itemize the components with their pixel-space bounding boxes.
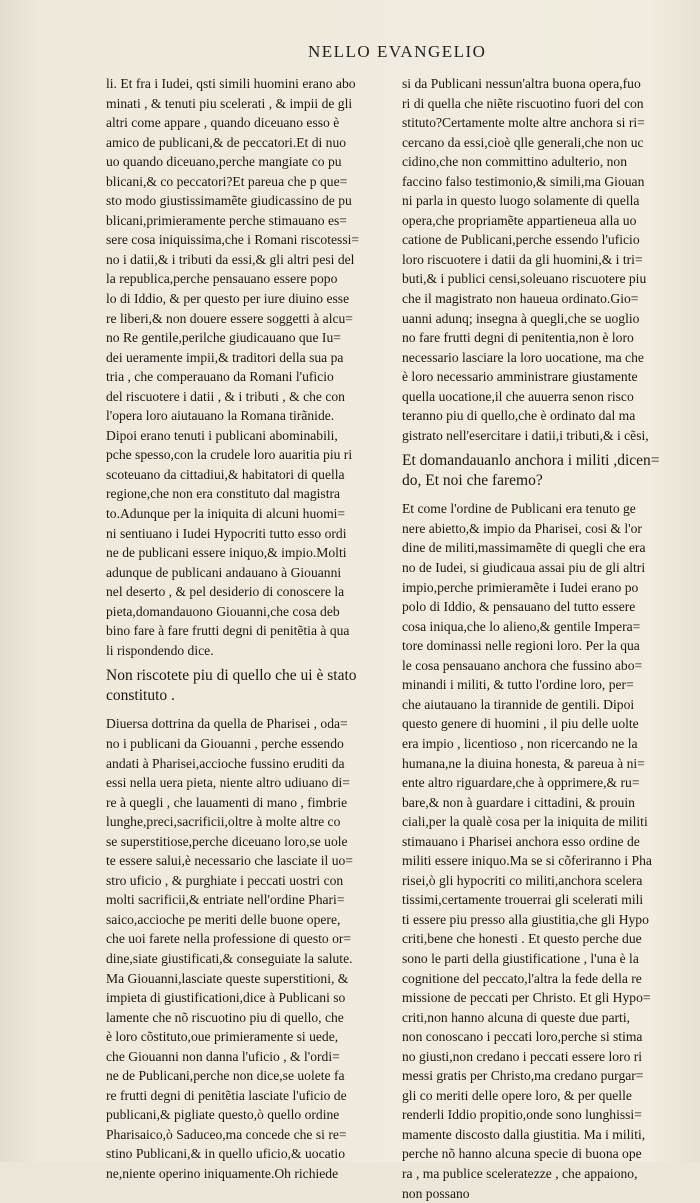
text-line: constituto . (106, 687, 175, 705)
text-line: dine de militi,massimamẽte di quegli che era (402, 540, 646, 556)
text-line: tria , che comperauano da Romani l'uficio (106, 369, 334, 385)
text-line: le cosa pensauano anchora che fussino abo= (402, 657, 643, 673)
text-line: andati à Pharisei,accioche fussino eruditi da (106, 755, 345, 771)
text-line: pche spesso,con la crudele loro auaritia piu ri (106, 447, 353, 463)
right-heading (402, 451, 678, 491)
text-line: necessario lasciare la loro uocatione, ma che (402, 349, 644, 365)
text-line: ente altro riguardare,che à opprimere,& ru= (402, 775, 640, 791)
right-paragraph-1 (402, 74, 678, 445)
text-line: perche nõ hanno alcuna specie di buona ope (402, 1146, 642, 1162)
text-line: messi gratis per Christo,ma credano purgar= (402, 1068, 644, 1084)
text-line: Pharisaico,ò Saduceo,ma concede che si re= (106, 1126, 347, 1142)
text-line: li rispondendo dice. (106, 642, 214, 658)
text-line: Ma Giouanni,lasciate queste superstitioni, & (106, 970, 349, 986)
text-line: Dipoi erano tenuti i publicani abominabili, (106, 427, 338, 443)
text-line: ne de publicani essere iniquo,& impio.Molti (106, 545, 347, 561)
text-line: cosa iniqua,che lo alieno,& gentile Impera= (402, 618, 641, 634)
text-line: do, Et noi che faremo? (402, 472, 543, 490)
text-line: ra , ma publice sceleratezze , che appaiono, (402, 1165, 638, 1181)
text-line: uo quando diceuano,perche mangiate co pu (106, 154, 342, 170)
text-line: re liberi,& non douere essere soggetti à alcu= (106, 310, 353, 326)
text-line: gistrato nell'esercitare i datii,i tributi,& i cẽsi, (402, 427, 649, 443)
text-line: no giusti,non credano i peccati essere loro ri (402, 1048, 643, 1064)
left-heading (106, 666, 396, 706)
text-line: cercano da essi,cioè qlle generali,che non uc (402, 134, 644, 150)
text-line: blicani,primieramente perche stimauano es= (106, 212, 347, 228)
text-line: tore dominassi nelle regioni loro. Per la qua (402, 638, 640, 654)
text-line: ri di quella che niẽte riscuotino fuori del con (402, 95, 644, 111)
text-line: teranno piu di quello,che è ordinato dal ma (402, 408, 636, 424)
text-line: uanni adunq; insegna à quegli,che se uoglio (402, 310, 640, 326)
text-line: dine,siate giustificati,& conseguiate la salute. (106, 950, 353, 966)
text-line: Diuersa dottrina da quella de Pharisei , oda= (106, 716, 348, 732)
text-line: del riscuotere i datii , & i tributi , & che con (106, 388, 345, 404)
text-line: criti,bene che honesti . Et questo perche due (402, 931, 642, 947)
text-line: no de Iudei, si giudicaua assai piu de gli altri (402, 560, 646, 576)
text-line: amico de publicani,& de peccatori.Et di nuo (106, 134, 347, 150)
text-line: re frutti degni di penitẽtia lasciate l'uficio de (106, 1087, 347, 1103)
right-paragraph-2 (402, 499, 678, 1203)
text-line: è loro cõstituto,oue primieramente si uede, (106, 1029, 339, 1045)
text-line: stituto?Certamente molte altre anchora si ri= (402, 115, 645, 131)
left-paragraph-1 (106, 74, 396, 660)
text-line: no fare frutti degni di penitentia,non è loro (402, 330, 634, 346)
text-line: ciali,per la qualè cosa per la iniquita de militi (402, 814, 648, 830)
text-line: sere cosa iniquissima,che i Romani riscotessi= (106, 232, 360, 248)
text-line: missione de peccati per Christo. Et gli Hypo= (402, 990, 651, 1006)
text-line: ne de Publicani,perche non dice,se uolete fa (106, 1068, 345, 1084)
text-line: minandi i militi, & tutto l'ordine loro, per= (402, 677, 634, 693)
text-line: è loro necessario amministrare giustamente (402, 369, 638, 385)
text-line: publicani,& pigliate questo,ò quello ordine (106, 1107, 340, 1123)
text-line: altri come appare , quando diceuano esso è (106, 115, 340, 131)
text-line: la republica,perche pensauano essere popo (106, 271, 338, 287)
text-line: risei,ò gli hypocriti co militi,anchora scelera (402, 872, 643, 888)
text-line: re à quegli , che lauamenti di mano , fimbrie (106, 794, 348, 810)
text-line: sto modo giustissimamẽte giudicassino de pu (106, 193, 352, 209)
text-line: faccino falso testimonio,& simili,ma Giouan (402, 173, 645, 189)
text-line: che Giouanni non danna l'uficio , & l'ordi= (106, 1048, 340, 1064)
text-line: li. Et fra i Iudei, qsti simili huomini erano abo (106, 76, 356, 91)
text-line: cidino,che non committino adulterio, non (402, 154, 628, 170)
text-line: Non riscotete piu di quello che ui è stato (106, 667, 357, 685)
right-column (402, 74, 678, 1203)
text-line: molti sacrificii,& entriate nell'ordine Phari= (106, 892, 345, 908)
text-line: questo genere di huomini , il piu delle uolte (402, 716, 639, 732)
text-line: pieta,domandauono Giouanni,che cosa deb (106, 603, 340, 619)
text-line: catione de Publicani,perche essendo l'uficio (402, 232, 640, 248)
text-line: dei ueramente impii,& traditori della sua pa (106, 349, 344, 365)
text-line: blicani,& co peccatori?Et pareua che p que= (106, 173, 348, 189)
text-line: nere abietto,& impio da Pharisei, cosi & l'or (402, 520, 642, 536)
text-line: era impio , licentioso , non ricercando ne la (402, 735, 638, 751)
text-line: non conoscano i peccati loro,perche si stima (402, 1029, 643, 1045)
text-line: che aiutauano la tirannide de gentili. Dipoi (402, 696, 635, 712)
text-line: polo di Iddio, & pensauano del tutto essere (402, 599, 636, 615)
text-line: lunghe,preci,sacrificii,oltre à molte altre co (106, 814, 341, 830)
text-line: regione,che non era constituto dal magistra (106, 486, 341, 502)
text-line: stino Publicani,& in quello uficio,& uocatio (106, 1146, 345, 1162)
left-paragraph-2 (106, 714, 396, 1183)
text-line: essi nella uera pieta, niente altro udiuano di= (106, 775, 350, 791)
text-line: renderli Iddio propitio,onde sono lunghissi= (402, 1107, 642, 1123)
running-head: NELLO EVANGELIO (308, 42, 487, 61)
text-line: tissimi,certamente trouerrai gli scelerati mili (402, 892, 644, 908)
text-line: cognitione del peccato,l'altra la fede della re (402, 970, 642, 986)
text-line: nel deserto , & pel desiderio di conoscere la (106, 584, 345, 600)
text-line: buti,& i publici censi,soleuano riscuotere piu (402, 271, 647, 287)
text-line: stimauano i Pharisei anchora esso ordine de (402, 833, 640, 849)
text-line: humana,ne la diuina honesta, & pareua à ni= (402, 755, 645, 771)
text-line: minati , & tenuti piu scelerati , & impii de gli (106, 95, 353, 111)
text-line: bino fare à fare frutti degni di penitẽtia à qua (106, 623, 350, 639)
text-line: se superstitiose,perche diceuano loro,se uole (106, 833, 348, 849)
text-line: Et come l'ordine de Publicani era tenuto ge (402, 501, 636, 517)
text-line: loro riscuotere i datii da gli huomini,& i tri= (402, 251, 643, 267)
text-line: Et domandauanlo anchora i militi ,dicen= (402, 452, 660, 470)
text-line: ne,niente operino iniquamente.Oh richiede (106, 1165, 339, 1181)
text-line: ni sentiuano i Iudei Hypocriti tutto esso ordi (106, 525, 347, 541)
text-line: te essere salui,è necessario che lasciate il uo= (106, 853, 353, 869)
text-line: no i publicani da Giouanni , perche essendo (106, 735, 344, 751)
text-line: no Re gentile,perilche giudicauano que Iu= (106, 330, 341, 346)
text-line: lamente che nõ riscuotino piu di quello, che (106, 1009, 344, 1025)
text-line: to.Adunque per la iniquita di alcuni huomi= (106, 506, 346, 522)
text-line: no i datii,& i tributi da essi,& gli altri pesi del (106, 251, 355, 267)
text-line: militi essere iniquo.Ma se si cõferiranno i Pha (402, 853, 652, 869)
text-line: adunque de publicani andauano à Giouanni (106, 564, 342, 580)
text-line: impio,perche primieramẽte i Iudei erano po (402, 579, 639, 595)
text-line: quella uocatione,il che auuerra senon risco (402, 388, 634, 404)
text-line: mamente discosto dalla giustitia. Ma i militi, (402, 1126, 646, 1142)
text-line: impieta di giustificationi,dice à Publicani so (106, 990, 346, 1006)
text-line: che il magistrato non haueua ordinato.Gio= (402, 291, 639, 307)
text-line: ti essere piu presso alla giustitia,che gli Hypo (402, 911, 649, 927)
text-line: saico,accioche pe meriti delle buone opere, (106, 911, 341, 927)
text-line: stro uficio , & purghiate i peccati uostri con (106, 872, 344, 888)
text-line: l'opera loro aiutauano la Romana tirãnide. (106, 408, 335, 424)
text-line: ni parla in questo luogo solamente di quella (402, 193, 640, 209)
text-line: lo di Iddio, & per questo per iure diuino esse (106, 291, 350, 307)
text-line: criti,non hanno alcuna di queste due parti, (402, 1009, 631, 1025)
text-line: non possano (402, 1185, 470, 1201)
left-column (106, 74, 396, 1184)
text-line: che uoi farete nella professione di questo or= (106, 931, 352, 947)
text-line: si da Publicani nessun'altra buona opera,fuo (402, 76, 641, 91)
text-line: scoteuano da cittadiui,& habitatori di quella (106, 466, 345, 482)
text-line: opera,che propriamẽte appartieneua alla uo (402, 212, 637, 228)
text-line: bare,& non à guardare i cittadini, & prouin (402, 794, 635, 810)
text-line: sono le parti della giustificatione , l'una è la (402, 950, 639, 966)
text-line: gli co meriti delle opere loro, & per quelle (402, 1087, 632, 1103)
